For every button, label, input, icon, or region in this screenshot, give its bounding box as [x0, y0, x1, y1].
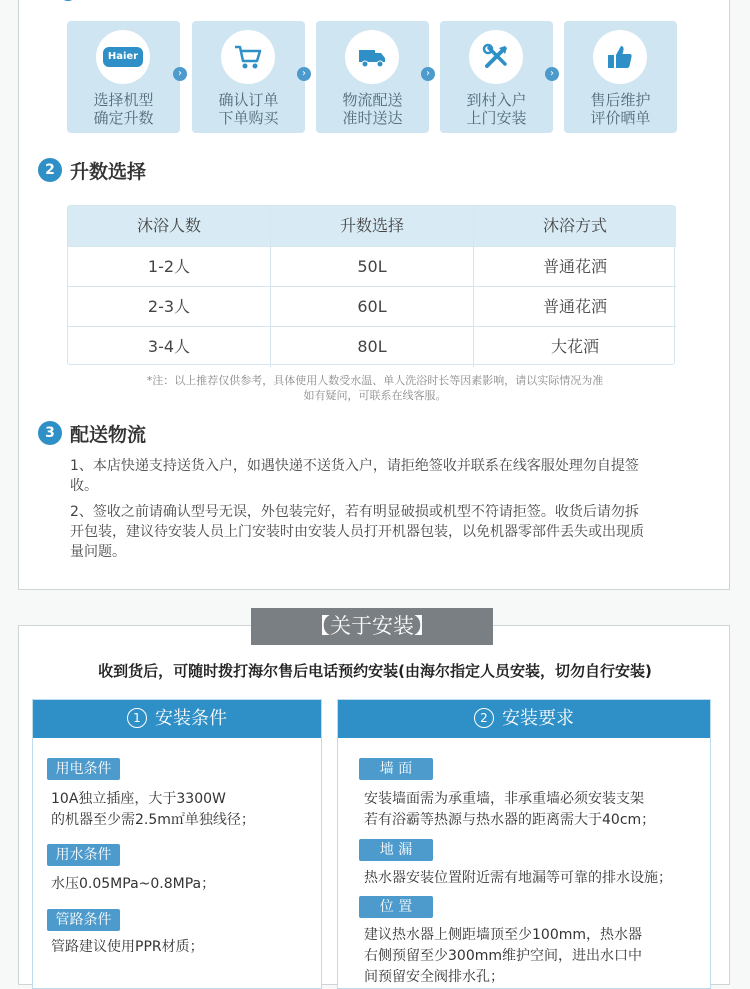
- step-arrow-icon: ›: [545, 67, 559, 81]
- condition-text: 的机器至少需2.5m㎡单独线径；: [51, 812, 255, 828]
- step-label-line2: 下单购买: [218, 109, 279, 127]
- table-cell: 50L: [270, 247, 473, 287]
- section-3-title: 配送物流: [70, 424, 147, 446]
- haier-logo-text: Haier: [103, 47, 143, 67]
- condition-tag: 用水条件: [47, 844, 120, 866]
- condition-text: 10A独立插座，大于3300W: [51, 791, 226, 807]
- table-header-cell: 升数选择: [270, 206, 473, 246]
- table-header-row: [68, 206, 676, 246]
- haier-logo-icon: [96, 30, 150, 84]
- condition-text: 水压0.05MPa~0.8MPa；: [51, 876, 216, 892]
- table-row: [68, 286, 676, 326]
- table-cell: 80L: [270, 327, 473, 367]
- card-number-badge: 1: [127, 708, 147, 728]
- installation-banner: 【关于安装】: [251, 608, 493, 645]
- requirement-text: 右侧预留至少300mm维护空间，进出水口中: [364, 948, 642, 964]
- condition-text: 管路建议使用PPR材质；: [51, 939, 204, 955]
- requirement-tag: 墙 面: [359, 758, 433, 780]
- step-arrow-icon: ›: [173, 67, 187, 81]
- thumbs-up-icon: [593, 30, 647, 84]
- table-cell: 3-4人: [147, 337, 191, 356]
- tools-icon: [469, 30, 523, 84]
- step-label-line1: 售后维护: [590, 91, 651, 109]
- requirement-text: 安装墙面需为承重墙，非承重墙必须安装支架: [364, 791, 644, 807]
- step-label-line1: 物流配送: [342, 91, 403, 109]
- condition-tag: 用电条件: [47, 758, 120, 780]
- requirement-tag: 地 漏: [359, 839, 433, 861]
- step-label-line1: 确认订单: [218, 91, 279, 109]
- delivery-paragraph-2: 2、签收之前请确认型号无误，外包装完好，若有明显破损或机型不符请拒签。收货后请勿拆开包装，建议待安装人员上门安装时由安装人员打开机器包装，以免机器零部件丢失或出现质量问题。: [70, 504, 644, 560]
- table-cell: 普通花洒: [473, 247, 676, 287]
- installation-intro: 收到货后，可随时拨打海尔售后电话预约安装(由海尔指定人员安装，切勿自行安装): [98, 662, 652, 680]
- delivery-paragraph-1: 1、本店快递支持送货入户，如遇快递不送货入户，请拒绝签收并联系在线客服处理勿自提签收。: [70, 458, 639, 494]
- note-line1: *注：以上推荐仅供参考，具体使用人数受水温、单人洗浴时长等因素影响，请以实际情况为准: [146, 374, 604, 387]
- table-header-cell: 沐浴方式: [473, 206, 676, 246]
- requirement-text: 建议热水器上侧距墙顶至少100mm，热水器: [364, 927, 642, 943]
- table-cell: 普通花洒: [473, 287, 676, 327]
- step-label-line2: 评价晒单: [590, 109, 651, 127]
- capacity-table: [67, 205, 675, 365]
- step-logistics: [316, 21, 429, 133]
- table-cell: 1-2人: [147, 257, 191, 276]
- section-1-number-badge: [59, 0, 77, 1]
- section-3-number-badge: 3: [38, 421, 62, 445]
- table-header-cell: 沐浴人数: [136, 216, 201, 235]
- step-choose-model: [67, 21, 180, 133]
- requirement-tag: 位 置: [359, 896, 433, 918]
- step-label-line2: 确定升数: [93, 109, 154, 127]
- card-header: [33, 700, 321, 738]
- card-title: 安装条件: [155, 708, 227, 729]
- card-title: 安装要求: [502, 708, 574, 729]
- install-conditions-card: [32, 699, 322, 989]
- step-confirm-order: [192, 21, 305, 133]
- table-note: [95, 373, 655, 403]
- table-cell: 60L: [270, 287, 473, 327]
- table-row: [68, 246, 676, 286]
- delivery-truck-icon: [345, 30, 399, 84]
- table-row: [68, 326, 676, 366]
- step-label-line1: 到村入户: [466, 91, 527, 109]
- section-2-title: 升数选择: [70, 161, 147, 183]
- table-cell: 大花洒: [473, 327, 676, 367]
- purchase-steps: [67, 21, 679, 133]
- step-label-line2: 上门安装: [466, 109, 527, 127]
- shopping-cart-icon: [221, 30, 275, 84]
- condition-tag: 管路条件: [47, 909, 120, 931]
- step-after-sales: [564, 21, 677, 133]
- install-requirements-card: [337, 699, 711, 989]
- section-2-number-badge: 2: [38, 158, 62, 182]
- step-label-line1: 选择机型: [93, 91, 154, 109]
- step-home-install: [440, 21, 553, 133]
- table-cell: 2-3人: [147, 297, 191, 316]
- step-arrow-icon: ›: [297, 67, 311, 81]
- requirement-text: 间预留安全阀排水孔；: [364, 969, 504, 985]
- card-header: [338, 700, 710, 738]
- step-arrow-icon: ›: [421, 67, 435, 81]
- card-number-badge: 2: [474, 708, 494, 728]
- step-label-line2: 准时送达: [342, 109, 403, 127]
- requirement-text: 热水器安装位置附近需有地漏等可靠的排水设施；: [364, 870, 672, 886]
- requirement-text: 若有浴霸等热源与热水器的距离需大于40cm；: [364, 812, 656, 828]
- note-line2: 如有疑问，可联系在线客服。: [303, 389, 447, 402]
